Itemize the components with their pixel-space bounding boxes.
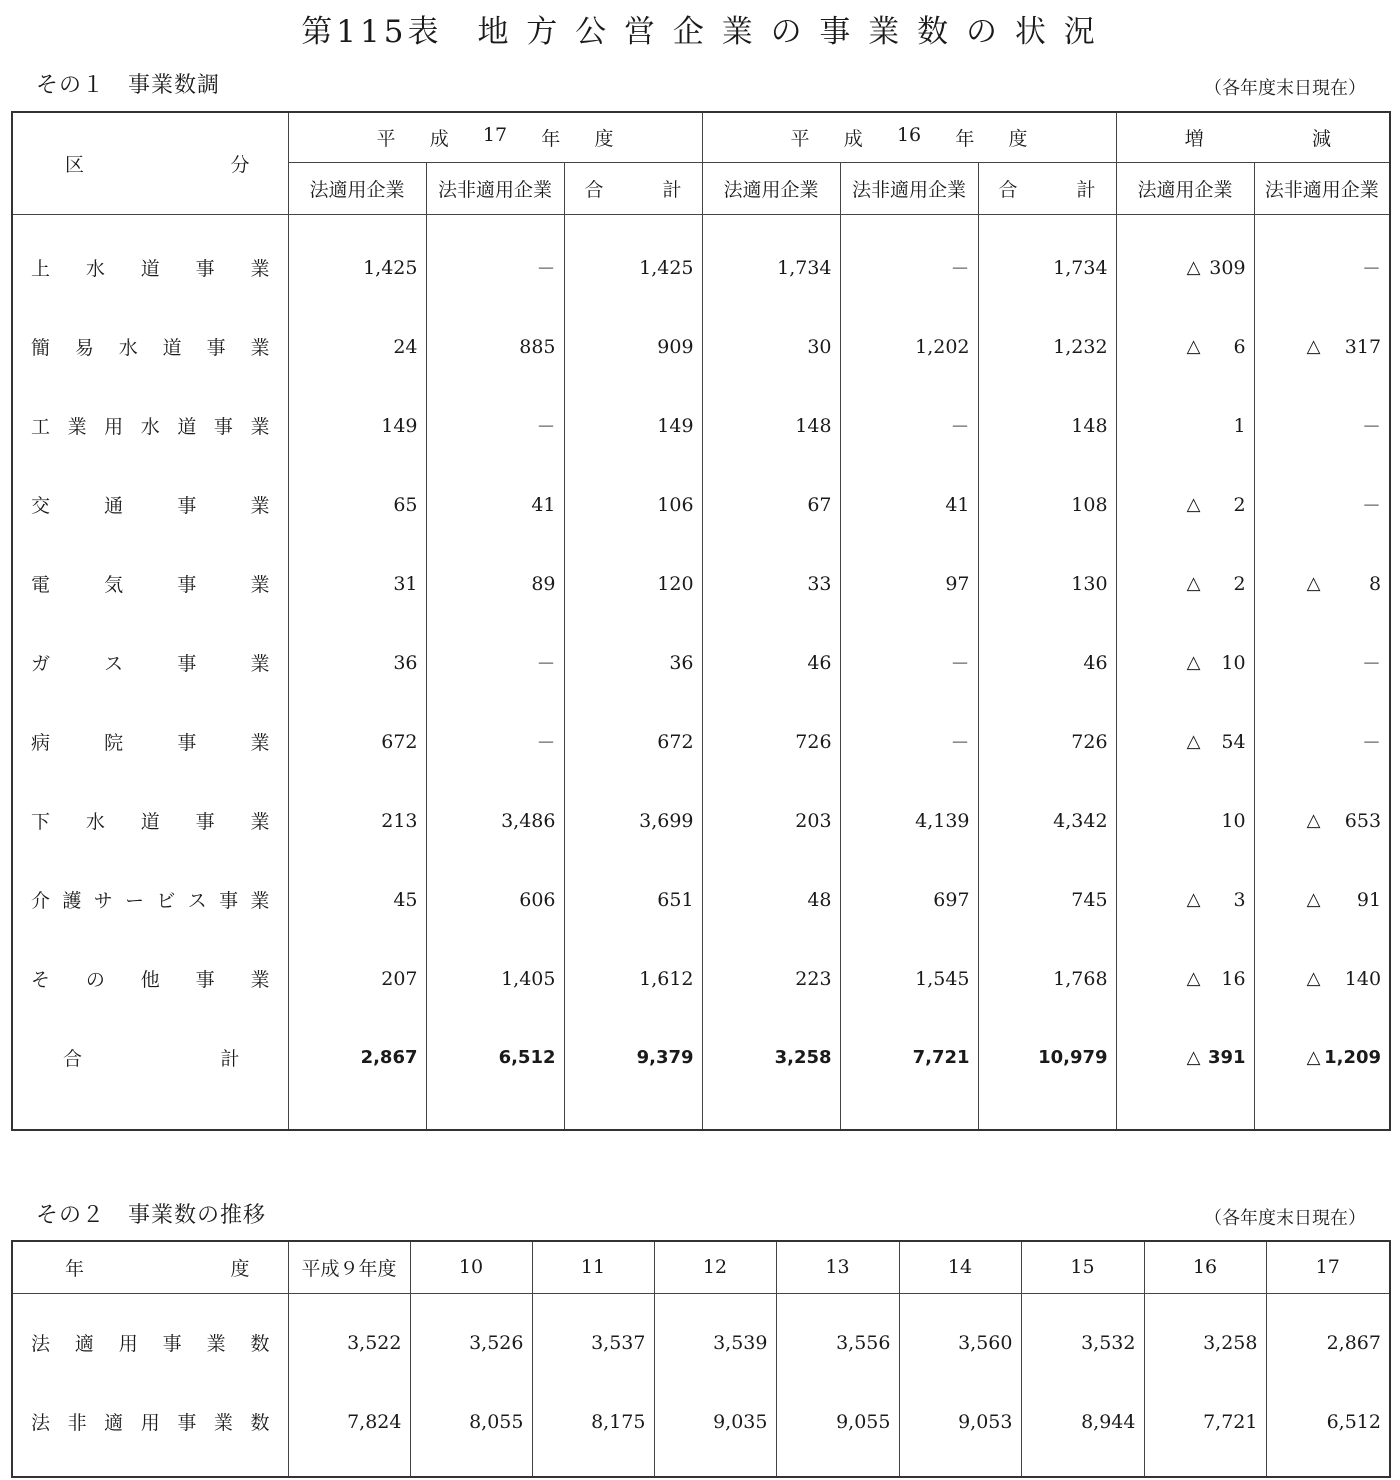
cell-h16-non: －: [840, 623, 978, 702]
total-h17-applied: 2,867: [288, 1018, 426, 1097]
row-label: 介 護 サ ー ビ ス 事 業: [12, 860, 288, 939]
cell-change-applied: 10: [1116, 781, 1254, 860]
cell-h16-total: 148: [978, 386, 1116, 465]
table-row: [12, 1382, 1390, 1461]
cell-h17-non: 1,405: [426, 939, 564, 1018]
cell-h16-applied: 46: [702, 623, 840, 702]
total-h17-non: 6,512: [426, 1018, 564, 1097]
h16-applied-header: 法適用企業: [702, 162, 840, 214]
cell-h16-non: 41: [840, 465, 978, 544]
total-label: 合 計: [12, 1018, 288, 1097]
cell-h17-non: 606: [426, 860, 564, 939]
cell-change-nonapplied: －: [1254, 386, 1390, 465]
cell-change-nonapplied: △ 317: [1254, 307, 1390, 386]
cell-h16-total: 1,232: [978, 307, 1116, 386]
total-h16-total: 10,979: [978, 1018, 1116, 1097]
cell-h17-applied: 207: [288, 939, 426, 1018]
cell-h17-total: 106: [564, 465, 702, 544]
h17-nonapplied-header: 法非適用企業: [426, 162, 564, 214]
cell-h17-total: 672: [564, 702, 702, 781]
year-column-header: 17: [1266, 1241, 1390, 1293]
year-value-cell: 6,512: [1266, 1382, 1390, 1461]
year-column-header: 16: [1144, 1241, 1266, 1293]
year-value-cell: 9,053: [899, 1382, 1021, 1461]
cell-change-nonapplied: △ 140: [1254, 939, 1390, 1018]
cell-h16-non: －: [840, 386, 978, 465]
cell-h17-non: －: [426, 228, 564, 307]
row-label: 工 業 用 水 道 事 業: [12, 386, 288, 465]
cell-h17-total: 1,425: [564, 228, 702, 307]
cell-h16-non: 1,202: [840, 307, 978, 386]
cell-h17-total: 3,699: [564, 781, 702, 860]
cell-h16-applied: 223: [702, 939, 840, 1018]
cell-change-nonapplied: －: [1254, 702, 1390, 781]
cell-change-applied: △ 3: [1116, 860, 1254, 939]
cell-h17-total: 651: [564, 860, 702, 939]
cell-h17-applied: 36: [288, 623, 426, 702]
total-h16-applied: 3,258: [702, 1018, 840, 1097]
year-value-cell: 3,522: [288, 1303, 410, 1382]
section1-note: （各年度末日現在）: [1204, 78, 1366, 99]
year-value-cell: 3,560: [899, 1303, 1021, 1382]
cell-h16-total: 108: [978, 465, 1116, 544]
table-row: [12, 386, 1390, 465]
year-value-cell: 3,537: [532, 1303, 654, 1382]
year-value-cell: 8,055: [410, 1382, 532, 1461]
row-label: 病 院 事 業: [12, 702, 288, 781]
cell-h16-total: 46: [978, 623, 1116, 702]
change-nonapplied-header: 法非適用企業: [1254, 162, 1390, 214]
cell-h17-non: 885: [426, 307, 564, 386]
row-label: 上 水 道 事 業: [12, 228, 288, 307]
cell-h16-applied: 726: [702, 702, 840, 781]
cell-h17-applied: 24: [288, 307, 426, 386]
year-value-cell: 3,258: [1144, 1303, 1266, 1382]
row-label: 簡 易 水 道 事 業: [12, 307, 288, 386]
cell-h16-total: 745: [978, 860, 1116, 939]
year-column-header: 13: [776, 1241, 899, 1293]
year-value-cell: 7,721: [1144, 1382, 1266, 1461]
cell-h17-total: 149: [564, 386, 702, 465]
row-label: 法 適 用 事 業 数: [12, 1303, 288, 1382]
section2-label: その２ 事業数の推移: [36, 1203, 267, 1228]
table-row: [12, 228, 1390, 307]
table-row: [12, 465, 1390, 544]
year-value-cell: 3,526: [410, 1303, 532, 1382]
cell-h17-applied: 1,425: [288, 228, 426, 307]
year-value-cell: 7,824: [288, 1382, 410, 1461]
total-row: [12, 1018, 1390, 1097]
year-column-header: 15: [1021, 1241, 1144, 1293]
cell-h17-applied: 31: [288, 544, 426, 623]
change-applied-header: 法適用企業: [1116, 162, 1254, 214]
row-label: ガ ス 事 業: [12, 623, 288, 702]
h16-header: 平 成 16 年 度: [702, 112, 1116, 162]
cell-h17-non: 3,486: [426, 781, 564, 860]
cell-h16-non: －: [840, 228, 978, 307]
cell-h16-non: 4,139: [840, 781, 978, 860]
category-header: 区 分: [12, 112, 288, 214]
table-row: [12, 860, 1390, 939]
cell-h16-total: 4,342: [978, 781, 1116, 860]
cell-h16-applied: 48: [702, 860, 840, 939]
change-header: 増 減: [1116, 112, 1390, 162]
table-row: [12, 702, 1390, 781]
total-change-nonapplied: △ 1,209: [1254, 1018, 1390, 1097]
cell-change-applied: △ 16: [1116, 939, 1254, 1018]
table-row: [12, 544, 1390, 623]
cell-change-nonapplied: －: [1254, 228, 1390, 307]
cell-h16-non: －: [840, 702, 978, 781]
table-row: [12, 623, 1390, 702]
cell-change-nonapplied: △ 653: [1254, 781, 1390, 860]
cell-change-nonapplied: △ 8: [1254, 544, 1390, 623]
year-value-cell: 3,539: [654, 1303, 776, 1382]
table-row: [12, 939, 1390, 1018]
year-value-cell: 8,944: [1021, 1382, 1144, 1461]
cell-h16-non: 697: [840, 860, 978, 939]
cell-change-applied: △ 54: [1116, 702, 1254, 781]
cell-change-applied: △ 6: [1116, 307, 1254, 386]
cell-h16-total: 1,734: [978, 228, 1116, 307]
year-value-cell: 3,532: [1021, 1303, 1144, 1382]
year-column-header: 平成９年度: [288, 1241, 410, 1293]
cell-h16-applied: 33: [702, 544, 840, 623]
cell-h16-applied: 148: [702, 386, 840, 465]
cell-h16-non: 1,545: [840, 939, 978, 1018]
year-value-cell: 8,175: [532, 1382, 654, 1461]
h17-header: 平 成 17 年 度: [288, 112, 702, 162]
cell-change-applied: 1: [1116, 386, 1254, 465]
cell-h16-applied: 67: [702, 465, 840, 544]
h17-total-header: 合 計: [564, 162, 702, 214]
total-h17-total: 9,379: [564, 1018, 702, 1097]
cell-change-nonapplied: －: [1254, 465, 1390, 544]
cell-h17-non: 41: [426, 465, 564, 544]
h16-nonapplied-header: 法非適用企業: [840, 162, 978, 214]
cell-h17-applied: 65: [288, 465, 426, 544]
row-label: 法 非 適 用 事 業 数: [12, 1382, 288, 1461]
cell-h16-applied: 203: [702, 781, 840, 860]
total-h16-non: 7,721: [840, 1018, 978, 1097]
year-value-cell: 2,867: [1266, 1303, 1390, 1382]
cell-h16-total: 726: [978, 702, 1116, 781]
row-label: 交 通 事 業: [12, 465, 288, 544]
cell-h16-total: 130: [978, 544, 1116, 623]
business-trend-table: [11, 1240, 1391, 1478]
table-row: [12, 781, 1390, 860]
table-row: [12, 1303, 1390, 1382]
cell-h16-applied: 30: [702, 307, 840, 386]
cell-change-applied: △ 10: [1116, 623, 1254, 702]
cell-h17-applied: 45: [288, 860, 426, 939]
year-header: 年 度: [12, 1241, 288, 1293]
cell-change-applied: △ 309: [1116, 228, 1254, 307]
cell-change-applied: △ 2: [1116, 544, 1254, 623]
cell-change-nonapplied: －: [1254, 623, 1390, 702]
h16-total-header: 合 計: [978, 162, 1116, 214]
cell-h17-total: 1,612: [564, 939, 702, 1018]
row-label: 電 気 事 業: [12, 544, 288, 623]
total-change-applied: △ 391: [1116, 1018, 1254, 1097]
row-label: 下 水 道 事 業: [12, 781, 288, 860]
table-row: [12, 307, 1390, 386]
section2-note: （各年度末日現在）: [1204, 1208, 1366, 1229]
cell-h17-non: 89: [426, 544, 564, 623]
business-count-table: [11, 111, 1391, 1131]
cell-h16-applied: 1,734: [702, 228, 840, 307]
page-title: 第115表 地 方 公 営 企 業 の 事 業 数 の 状 況: [301, 14, 1099, 50]
cell-h17-total: 909: [564, 307, 702, 386]
cell-h17-applied: 149: [288, 386, 426, 465]
year-value-cell: 9,055: [776, 1382, 899, 1461]
section1-label: その１ 事業数調: [36, 73, 221, 98]
cell-h16-total: 1,768: [978, 939, 1116, 1018]
cell-h17-total: 120: [564, 544, 702, 623]
year-column-header: 11: [532, 1241, 654, 1293]
year-column-header: 14: [899, 1241, 1021, 1293]
cell-h17-non: －: [426, 386, 564, 465]
cell-change-applied: △ 2: [1116, 465, 1254, 544]
cell-change-nonapplied: △ 91: [1254, 860, 1390, 939]
cell-h17-non: －: [426, 702, 564, 781]
year-column-header: 10: [410, 1241, 532, 1293]
cell-h17-applied: 672: [288, 702, 426, 781]
cell-h17-applied: 213: [288, 781, 426, 860]
cell-h17-non: －: [426, 623, 564, 702]
year-value-cell: 3,556: [776, 1303, 899, 1382]
cell-h16-non: 97: [840, 544, 978, 623]
year-value-cell: 9,035: [654, 1382, 776, 1461]
cell-h17-total: 36: [564, 623, 702, 702]
year-column-header: 12: [654, 1241, 776, 1293]
h17-applied-header: 法適用企業: [288, 162, 426, 214]
row-label: そ の 他 事 業: [12, 939, 288, 1018]
